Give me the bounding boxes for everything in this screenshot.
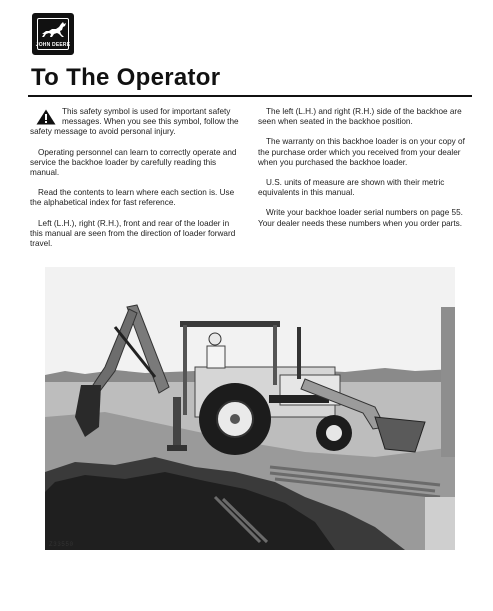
paragraph: Read the contents to learn where each section is. Use the alphabetical index for fast reference. bbox=[30, 188, 235, 208]
paragraph: Operating personnel can learn to correctly operate and service the backhoe loader by carefully reading this manual. bbox=[30, 147, 237, 178]
backhoe-loader-photo bbox=[45, 267, 455, 550]
safety-paragraph bbox=[30, 107, 239, 138]
photo-id: Z33550 bbox=[49, 541, 74, 548]
title-rule bbox=[28, 95, 472, 97]
paragraph: Write your backhoe loader serial numbers on page 55. Your dealer needs these numbers when you order parts. bbox=[258, 208, 463, 228]
paragraph: The left (L.H.) and right (R.H.) side of the backhoe are seen when seated in the backhoe position. bbox=[258, 107, 462, 127]
leaping-deer-icon bbox=[39, 20, 69, 40]
john-deere-logo bbox=[32, 13, 74, 55]
warning-triangle-icon bbox=[36, 109, 56, 125]
paragraph: Left (L.H.), right (R.H.), front and rear of the loader in this manual are seen from the direction of loader forward travel. bbox=[30, 218, 236, 249]
left-column bbox=[30, 107, 239, 259]
paragraph: The warranty on this backhoe loader is on your copy of the purchase order which you received from your dealer when you purchased the backhoe loader. bbox=[258, 137, 465, 167]
logo-text: JOHN DEERE bbox=[35, 42, 71, 48]
paragraph-text: This safety symbol is used for important safety messages. When you see this symbol, follow the safety message to avoid personal injury. bbox=[30, 107, 239, 137]
paragraph: U.S. units of measure are shown with their metric equivalents in this manual. bbox=[258, 178, 445, 198]
right-column bbox=[258, 107, 469, 239]
page-title: To The Operator bbox=[31, 64, 221, 91]
backhoe-illustration bbox=[45, 267, 455, 550]
